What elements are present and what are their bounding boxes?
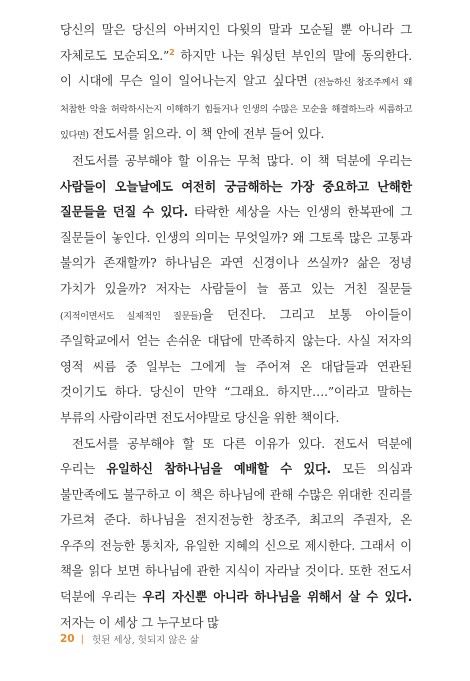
text-run: 당신의 말은 당신의 아버지인 다윗의 말과 모순될 뿐 아니라 그 자체로도 모순되오.” <box>60 23 412 63</box>
footnote-marker: 2 <box>169 47 175 57</box>
text-run: 모든 의심과 불만족에도 불구하고 이 책은 하나님에 관해 수많은 위대한 진리를 가르쳐 준다. 하나님을 전지전능한 창조주, 최고의 주권자, 온 우주의 전능한 통치자, 유일한 지혜의 신으로 제시한다. 그래서 이 책을 읽다 보면 하나님에 관한 지식이 자라날 것이다. 또한 전도서 덕분에 우리는 <box>60 462 413 605</box>
footer-separator: | <box>80 633 84 645</box>
text-run: 을 던진다. 그리고 보통 아이들이 주일학교에서 얻는 손쉬운 대답에 만족하지 않는다. 사실 저자의 영적 씨름 중 일부는 그에게 늘 주어져 온 대답들과 연관된 것이기도 하다. 당신이 만약 “그래요. 하지만….”이라고 말하는 부류의 사람이라면 전도서야말로 당신을 위한 책이다. <box>60 307 412 425</box>
body-text <box>60 18 412 636</box>
running-title: 헛된 세상, 헛되지 않은 삶 <box>92 635 199 646</box>
text-run: 타락한 세상을 사는 인생의 한복판에 그 질문들이 놓인다. 인생의 의미는 무엇일까? 왜 그토록 많은 고통과 불의가 존재할까? 하나님은 과연 신경이나 쓰실까? 삶은 정녕 가치가 있을까? 저자는 사람들이 늘 품고 있는 거친 질문들 <box>60 205 412 296</box>
text-run: 전도서를 공부해야 할 이유는 무척 많다. 이 책 덕분에 우리는 <box>72 153 412 168</box>
text-run: 전도서를 공부해야 할 또 다른 이유가 있다. 전도서 덕분에 우리는 <box>60 436 412 477</box>
text-run: 전도서를 읽으라. 이 책 안에 전부 들어 있다. <box>88 127 325 142</box>
paragraph <box>60 432 412 637</box>
aside-text: (전능하신 창조주께서 왜 처참한 악을 허락하시는지 이해하기 힘들거나 인생의 수많은 모순을 해결하느라 씨름하고 있다면) <box>60 77 412 142</box>
paragraph <box>60 18 412 149</box>
text-run: 저자는 이 세상 그 누구보다 많 <box>60 615 219 630</box>
text-run: 하지만 나는 워싱턴 부인의 말에 동의한다. 이 시대에 무슨 일이 일어나는지 알고 싶다면 <box>60 48 412 89</box>
paragraph <box>60 149 412 432</box>
emphasis-text: 우리 자신뿐 아니라 하나님을 위해서 살 수 있다. <box>142 590 412 605</box>
emphasis-text: 유일하신 참하나님을 예배할 수 있다. <box>106 462 331 477</box>
aside-text: (지적이면서도 실제적인 질문들) <box>60 310 202 322</box>
emphasis-text: 사람들이 오늘날에도 여전히 궁금해하는 가장 중요하고 난해한 질문들을 던질 수 있다. <box>60 179 412 220</box>
page-number: 20 <box>60 633 75 645</box>
page-footer <box>60 632 199 646</box>
